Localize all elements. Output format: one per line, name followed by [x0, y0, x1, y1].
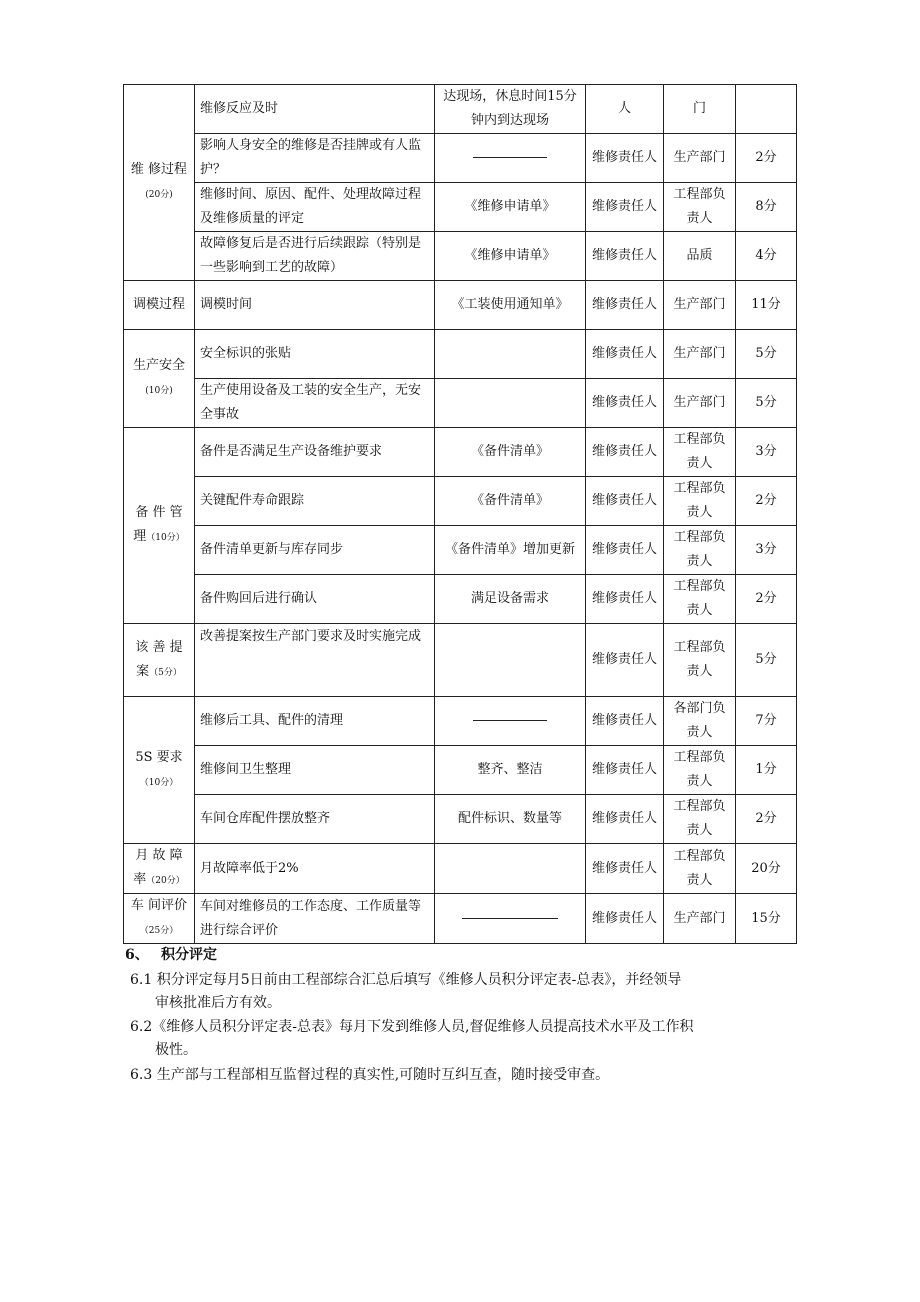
- category-cell: 调模过程: [124, 281, 195, 330]
- table-row: [124, 183, 797, 232]
- dash-line: [473, 157, 547, 158]
- paragraph-6-1: 6.1 积分评定每月5日前由工程部综合汇总后填写《维修人员积分评定表-总表》，并经领导 审核批准后方有效。: [130, 972, 682, 1011]
- dept-cell: 工程部负责人: [664, 624, 736, 697]
- doc-cell: [435, 844, 586, 894]
- role-cell: 维修责任人: [586, 575, 664, 624]
- category-cell: 该 善 提案（5分）: [124, 624, 195, 697]
- role-cell: 维修责任人: [586, 183, 664, 232]
- dept-cell: 生产部门: [664, 281, 736, 330]
- doc-cell: [435, 697, 586, 746]
- score-cell: 2分: [736, 477, 797, 526]
- score-cell: 15分: [736, 894, 797, 944]
- doc-cell: 《备件清单》: [435, 428, 586, 477]
- score-cell: 5分: [736, 379, 797, 428]
- role-cell: 维修责任人: [586, 844, 664, 894]
- category-cell: 维 修过程(20分): [124, 85, 195, 281]
- item-cell: 生产使用设备及工装的安全生产，无安全事故: [195, 379, 435, 428]
- dept-cell: 工程部负责人: [664, 526, 736, 575]
- table-row: [124, 379, 797, 428]
- dept-cell: 工程部负责人: [664, 844, 736, 894]
- role-cell: 维修责任人: [586, 526, 664, 575]
- dept-cell: 生产部门: [664, 379, 736, 428]
- item-cell: 维修间卫生整理: [195, 746, 435, 795]
- score-cell: 1分: [736, 746, 797, 795]
- table-row: [124, 281, 797, 330]
- doc-cell: 《维修申请单》: [435, 183, 586, 232]
- item-cell: 备件清单更新与库存同步: [195, 526, 435, 575]
- dept-cell: 生产部门: [664, 894, 736, 944]
- doc-cell: [435, 379, 586, 428]
- dept-cell: 工程部负责人: [664, 183, 736, 232]
- role-cell: 人: [586, 85, 664, 134]
- doc-cell: 配件标识、数量等: [435, 795, 586, 844]
- score-cell: 5分: [736, 624, 797, 697]
- item-cell: 关键配件寿命跟踪: [195, 477, 435, 526]
- section-heading: [125, 944, 217, 964]
- role-cell: 维修责任人: [586, 232, 664, 281]
- table-row: [124, 85, 797, 134]
- score-table: [123, 84, 797, 944]
- item-cell: 维修时间、原因、配件、处理故障过程及维修质量的评定: [195, 183, 435, 232]
- dept-cell: 工程部负责人: [664, 428, 736, 477]
- role-cell: 维修责任人: [586, 281, 664, 330]
- doc-cell: 达现场，休息时间15分钟内到达现场: [435, 85, 586, 134]
- role-cell: 维修责任人: [586, 330, 664, 379]
- role-cell: 维修责任人: [586, 697, 664, 746]
- doc-cell: [435, 134, 586, 183]
- role-cell: 维修责任人: [586, 624, 664, 697]
- section-title: 积分评定: [161, 947, 217, 963]
- table-row: [124, 526, 797, 575]
- item-cell: 安全标识的张贴: [195, 330, 435, 379]
- item-cell: 故障修复后是否进行后续跟踪（特别是一些影响到工艺的故障）: [195, 232, 435, 281]
- paragraph-6-2: 6.2《维修人员积分评定表-总表》每月下发到维修人员,督促维修人员提高技术水平及工作积 极性。: [130, 1019, 694, 1058]
- table-row: [124, 232, 797, 281]
- category-cell: 月 故 障率（20分）: [124, 844, 195, 894]
- item-cell: 备件购回后进行确认: [195, 575, 435, 624]
- category-cell: 5S 要求（10分）: [124, 697, 195, 844]
- role-cell: 维修责任人: [586, 379, 664, 428]
- table-row: [124, 477, 797, 526]
- item-cell: 改善提案按生产部门要求及时实施完成: [195, 624, 435, 697]
- role-cell: 维修责任人: [586, 894, 664, 944]
- table-row: [124, 428, 797, 477]
- item-cell: 月故障率低于2%: [195, 844, 435, 894]
- dept-cell: 生产部门: [664, 330, 736, 379]
- score-cell: 3分: [736, 526, 797, 575]
- score-cell: 8分: [736, 183, 797, 232]
- table-row: [124, 894, 797, 944]
- dept-cell: 工程部负责人: [664, 575, 736, 624]
- role-cell: 维修责任人: [586, 795, 664, 844]
- dash-line: [473, 720, 547, 721]
- category-cell: 备 件 管理（10分）: [124, 428, 195, 624]
- table-row: [124, 746, 797, 795]
- dept-cell: 工程部负责人: [664, 746, 736, 795]
- role-cell: 维修责任人: [586, 428, 664, 477]
- table-row: [124, 795, 797, 844]
- doc-cell: 《备件清单》增加更新: [435, 526, 586, 575]
- category-cell: 车 间评价（25分）: [124, 894, 195, 944]
- table-row: [124, 575, 797, 624]
- item-cell: 备件是否满足生产设备维护要求: [195, 428, 435, 477]
- role-cell: 维修责任人: [586, 477, 664, 526]
- doc-cell: 整齐、整洁: [435, 746, 586, 795]
- role-cell: 维修责任人: [586, 746, 664, 795]
- item-cell: 车间仓库配件摆放整齐: [195, 795, 435, 844]
- category-cell: 生产安全(10分): [124, 330, 195, 428]
- dept-cell: 工程部负责人: [664, 477, 736, 526]
- doc-cell: 《备件清单》: [435, 477, 586, 526]
- score-cell: 5分: [736, 330, 797, 379]
- item-cell: 调模时间: [195, 281, 435, 330]
- table-row: [124, 844, 797, 894]
- role-cell: 维修责任人: [586, 134, 664, 183]
- dept-cell: 生产部门: [664, 134, 736, 183]
- dept-cell: 门: [664, 85, 736, 134]
- item-cell: 影响人身安全的维修是否挂牌或有人监护？: [195, 134, 435, 183]
- item-cell: 维修反应及时: [195, 85, 435, 134]
- dept-cell: 各部门负责人: [664, 697, 736, 746]
- table-row: [124, 330, 797, 379]
- doc-cell: [435, 894, 586, 944]
- doc-cell: 《维修申请单》: [435, 232, 586, 281]
- dept-cell: 品质: [664, 232, 736, 281]
- table-row: [124, 134, 797, 183]
- score-cell: 2分: [736, 795, 797, 844]
- section-number: 6、: [125, 947, 149, 963]
- score-cell: [736, 85, 797, 134]
- score-cell: 4分: [736, 232, 797, 281]
- score-cell: 3分: [736, 428, 797, 477]
- paragraph-6-3: 6.3 生产部与工程部相互监督过程的真实性,可随时互纠互查，随时接受审查。: [130, 1067, 610, 1083]
- item-cell: 车间对维修员的工作态度、工作质量等进行综合评价: [195, 894, 435, 944]
- item-cell: 维修后工具、配件的清理: [195, 697, 435, 746]
- score-cell: 2分: [736, 575, 797, 624]
- score-cell: 11分: [736, 281, 797, 330]
- dept-cell: 工程部负责人: [664, 795, 736, 844]
- table-row: [124, 624, 797, 697]
- table-row: [124, 697, 797, 746]
- dash-line: [462, 918, 558, 919]
- score-cell: 7分: [736, 697, 797, 746]
- score-cell: 20分: [736, 844, 797, 894]
- doc-cell: [435, 624, 586, 697]
- doc-cell: 满足设备需求: [435, 575, 586, 624]
- doc-cell: 《工装使用通知单》: [435, 281, 586, 330]
- score-cell: 2分: [736, 134, 797, 183]
- doc-cell: [435, 330, 586, 379]
